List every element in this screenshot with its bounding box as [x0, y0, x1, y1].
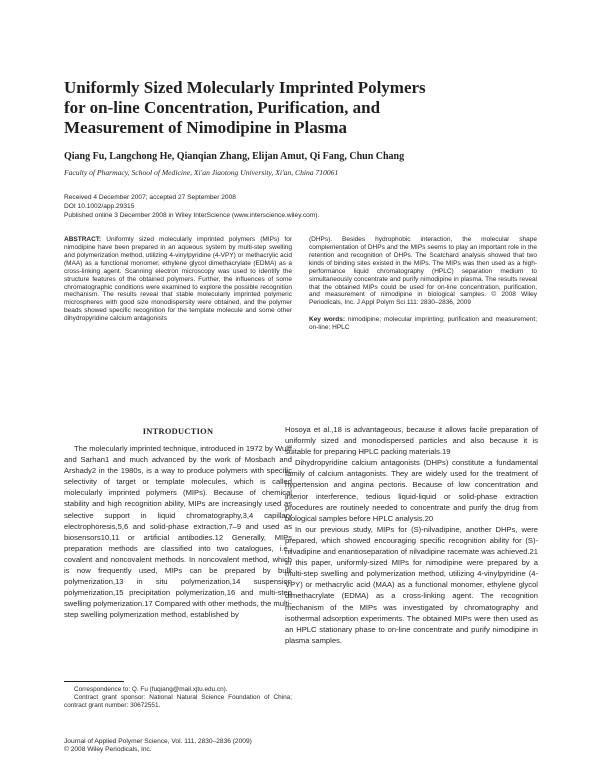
grant-note: Contract grant sponsor: National Natural Science Foundation of China; contract grant number: 30672551.: [64, 694, 292, 709]
keywords-text: nimodipine; molecular imprinting; purification and measurement; on-line; HPLC: [309, 316, 537, 332]
received-date: Received 4 December 2007; accepted 27 September 2008: [64, 194, 236, 201]
journal-info: Journal of Applied Polymer Science, Vol. 111, 2830–2836 (2009): [64, 738, 252, 745]
keywords-label: Key words:: [309, 316, 346, 324]
published-online: Published online 3 December 2008 in Wiley InterScience (www.interscience.wiley.com).: [64, 211, 320, 219]
affiliation: Faculty of Pharmacy, School of Medicine, Xi'an Jiaotong University, Xi'an, China 710061: [64, 168, 339, 177]
section-heading-introduction: INTRODUCTION: [142, 427, 214, 436]
journal-citation: [64, 738, 252, 755]
abstract-left: [64, 236, 292, 323]
abstract-label: ABSTRACT:: [64, 236, 102, 243]
body-column-left: The molecularly imprinted technique, introduced in 1972 by Wulff and Sarhan1 and much advanced by the work of Mosbach and Arshady2 in the 1980s, is a way to produce polymers with specific selectivity of target or template molecules, which is called molecularly imprinted polymers (MIPs). Because of chemical stability and high recognition ability, MIPs are increasingly used as selective support in liquid chromatography,3,4 capillary electrophoresis,5,6 and solid-phase extraction,7–9 and used as biosensors10,11 or artificial antibodies.12 Generally, MIPs preparation methods are classified into two catalogues, i.e., covalent and noncovalent methods. In noncovalent method, which is now frequently used, MIPs can be prepared by bulk polymerization,13 in situ polymerization,14 suspension polymerization,15 precipitation polymerization,16 and multi-step swelling polymerization.17 Compared with other methods, the multi-step swelling polymerization method, established by: [64, 444, 292, 620]
correspondence-note: Correspondence to: Q. Fu (fuqiang@mail.xjtu.edu.cn).: [74, 686, 228, 693]
abstract-right: [309, 236, 537, 332]
paragraph: Dihydropyridine calcium antagonists (DHPs) constitute a fundamental family of calcium antagonists. They are widely used for the treatment of hypertension and angina pectoris. Because of low concentration and interior interference, tedious liquid-liquid or solid-phase extraction procedures are routinely needed to concentrate and purify the drug from biological samples before HPLC analysis.20: [285, 458, 538, 523]
article-title: [64, 78, 534, 138]
title-line: Measurement of Nimodipine in Plasma: [64, 118, 348, 137]
title-line: Uniformly Sized Molecularly Imprinted Polymers: [64, 78, 426, 97]
publication-history: [64, 194, 319, 220]
body-column-right: [285, 424, 538, 646]
footnote-rule: [64, 681, 124, 682]
author-list: Qiang Fu, Langchong He, Qianqian Zhang, Elijan Amut, Qi Fang, Chun Chang: [64, 151, 405, 162]
footnotes: [64, 686, 292, 710]
paragraph: In our previous study, MIPs for (S)-nilvadipine, another DHPs, were prepared, which showed encouraging specific recognition ability for (S)-nilvadipine and enantioseparation of nilvadipine racemate was achieved.21 In this paper, uniformly-sized MIPs for nimodipine were prepared by a multi-step swelling and polymerization method, utilizing 4-vinylpyridine (4-VPY) or methacrylic acid (MAA) as a functional monomer, ethylene glycol dimethacrylate (EDMA) as a cross-linking agent. The recognition mechanism of the MIPs was investigated by chromatography and isothermal adsorption experiments. The obtained MIPs were then used as an HPLC stationary phase to on-line concentrate and purify nimodipine in plasma samples.: [285, 524, 538, 645]
paragraph: Hosoya et al.,18 is advantageous, because it allows facile preparation of uniformly sized and monodispersed particles and also because it is suitable for preparing HPLC packing materials.19: [285, 425, 538, 457]
abstract-text-left: Uniformly sized molecularly imprinted polymers (MIPs) for nimodipine have been prepared in an aqueous system by multi-step swelling and polymerization method, utilizing 4-vinylpyridine (4-VPY) or methacrylic acid (MAA) as a functional monomer, ethylene glycol dimethacrylate (EDMA) as a cross-linking agent. Scanning electron microscopy was used to identify the structure features of the obtained polymers. Further, the influences of some chromatographic conditions were examined to explore the possible recognition mechanism. The results reveal that stable molecularly imprinted polymeric microspheres with good size monodispersity were obtained, and the polymer beads showed specific recognition for the template molecule and some other dihydropyridine calcium antagonists: [64, 236, 292, 323]
abstract-text-right: (DHPs). Besides hydrophobic interaction, the molecular shape complementation of DHPs and the MIPs seems to play an important role in the retention and recognition of DHPs. The Scatchard analysis showed that two kinds of binding sites existed in the MIPs. The MIPs was then used as a high-performance liquid chromatography (HPLC) separation medium to simultaneously concentrate and purify nimodipine in plasma. The results reveal that the obtained MIPs could be used for on-line concentration, purification, and measurement of nimodipine in biological samples. © 2008 Wiley Periodicals, Inc. J Appl Polym Sci 111: 2830–2836, 2009: [309, 236, 537, 307]
title-line: for on-line Concentration, Purification, and: [64, 98, 381, 117]
copyright: © 2008 Wiley Periodicals, Inc.: [64, 746, 152, 754]
keywords: [309, 316, 537, 332]
doi: DOI 10.1002/app.29315: [64, 202, 135, 210]
